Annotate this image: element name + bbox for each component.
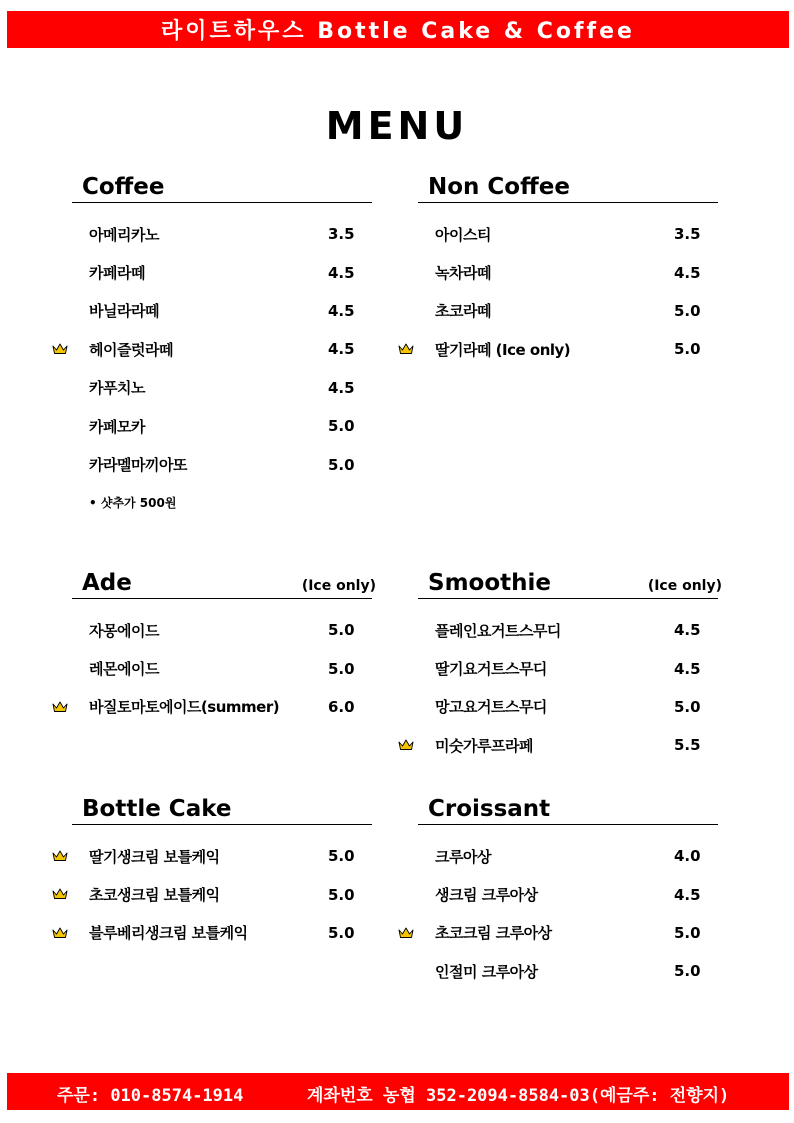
- menu-item: [72, 292, 372, 330]
- menu-item: [72, 330, 372, 368]
- footnote-row: [72, 484, 372, 522]
- item-price: 3.5: [328, 225, 355, 244]
- item-price: 4.5: [328, 263, 355, 282]
- item-name: 바질토마토에이드(summer): [89, 698, 280, 717]
- menu-item: [418, 875, 718, 913]
- item-price: 5.0: [328, 417, 355, 436]
- menu-item: [418, 837, 718, 875]
- item-price: 5.0: [674, 697, 701, 716]
- menu-item: [418, 611, 718, 649]
- menu-item: [72, 875, 372, 913]
- crown-icon: [398, 927, 414, 939]
- menu-item: [418, 649, 718, 687]
- crown-icon: [398, 343, 414, 355]
- bank-account: 계좌번호 농협 352-2094-8584-03(예금주: 전향지): [307, 1086, 730, 1106]
- section-header: [72, 566, 376, 599]
- section-bottle-cake: [72, 792, 372, 952]
- item-price: 4.0: [674, 847, 701, 866]
- item-price: 4.5: [674, 621, 701, 640]
- item-name: 초코라떼: [435, 302, 491, 321]
- item-name: 플레인요거트스무디: [435, 621, 561, 640]
- section-title: Non Coffee: [428, 174, 570, 200]
- section-header: [418, 170, 718, 203]
- crown-icon: [52, 927, 68, 939]
- menu-item: [418, 726, 718, 764]
- item-price: 5.0: [328, 455, 355, 474]
- item-name: 카페라떼: [89, 264, 145, 283]
- section-ade: [72, 566, 376, 726]
- menu-item: [418, 952, 718, 990]
- item-name: 딸기요거트스무디: [435, 660, 547, 679]
- menu-item: [418, 292, 718, 330]
- item-name: 카페모카: [89, 417, 145, 436]
- item-name: 바닐라라떼: [89, 302, 159, 321]
- menu-item: [72, 407, 372, 445]
- item-price: 4.5: [674, 885, 701, 904]
- item-list: [418, 837, 718, 991]
- shot-extra-note: • 샷추가 500원: [89, 496, 177, 511]
- item-price: 5.0: [674, 962, 701, 981]
- item-list: [72, 215, 372, 522]
- item-list: [72, 611, 372, 726]
- section-non-coffee: [418, 170, 718, 369]
- section-header: [418, 792, 718, 825]
- menu-item: [418, 215, 718, 253]
- menu-item: [72, 369, 372, 407]
- item-name: 자몽에이드: [89, 621, 159, 640]
- item-name: 크루아상: [435, 847, 491, 866]
- crown-icon: [52, 343, 68, 355]
- item-name: 카푸치노: [89, 379, 145, 398]
- order-phone: 주문: 010-8574-1914: [57, 1086, 244, 1106]
- menu-item: [72, 445, 372, 483]
- menu-item: [72, 611, 372, 649]
- section-title: Coffee: [82, 174, 165, 200]
- item-price: 5.0: [674, 923, 701, 942]
- item-price: 6.0: [328, 697, 355, 716]
- item-price: 5.0: [328, 923, 355, 942]
- item-name: 초코크림 크루아상: [435, 924, 552, 943]
- bottom-banner: [7, 1073, 789, 1110]
- crown-icon: [398, 739, 414, 751]
- menu-item: [418, 688, 718, 726]
- item-name: 아이스티: [435, 225, 491, 244]
- item-name: 카라멜마끼아또: [89, 456, 187, 475]
- item-price: 5.0: [674, 301, 701, 320]
- banner-title: 라이트하우스 Bottle Cake & Coffee: [161, 19, 635, 44]
- item-name: 초코생크림 보틀케익: [89, 886, 220, 905]
- item-price: 5.0: [674, 340, 701, 359]
- section-smoothie: [418, 566, 722, 765]
- item-name: 미숫가루프라페: [435, 736, 533, 755]
- item-name: 생크림 크루아상: [435, 886, 538, 905]
- item-list: [418, 611, 718, 765]
- item-name: 헤이즐럿라떼: [89, 340, 173, 359]
- section-title: Ade: [82, 570, 132, 596]
- section-note: (Ice only): [301, 578, 376, 594]
- item-price: 4.5: [328, 301, 355, 320]
- section-title: Croissant: [428, 796, 551, 822]
- menu-item: [72, 837, 372, 875]
- menu-item: [72, 253, 372, 291]
- crown-icon: [52, 888, 68, 900]
- section-header: [72, 792, 372, 825]
- item-price: 5.0: [328, 621, 355, 640]
- menu-item: [72, 688, 372, 726]
- item-price: 5.0: [328, 847, 355, 866]
- item-name: 딸기생크림 보틀케익: [89, 847, 220, 866]
- item-price: 5.0: [328, 885, 355, 904]
- menu-item: [418, 914, 718, 952]
- section-coffee: [72, 170, 372, 522]
- crown-icon: [52, 850, 68, 862]
- item-name: 아메리카노: [89, 225, 159, 244]
- section-croissant: [418, 792, 718, 991]
- item-price: 3.5: [674, 225, 701, 244]
- section-header: [418, 566, 722, 599]
- menu-item: [418, 330, 718, 368]
- item-price: 4.5: [674, 659, 701, 678]
- menu-item: [72, 649, 372, 687]
- item-name: 녹차라떼: [435, 264, 491, 283]
- item-price: 5.5: [674, 736, 701, 755]
- item-price: 4.5: [328, 378, 355, 397]
- item-price: 4.5: [328, 340, 355, 359]
- menu-item: [72, 215, 372, 253]
- item-price: 4.5: [674, 263, 701, 282]
- menu-item: [72, 914, 372, 952]
- item-price: 5.0: [328, 659, 355, 678]
- section-note: (Ice only): [647, 578, 722, 594]
- item-list: [418, 215, 718, 369]
- item-name: 블루베리생크림 보틀케익: [89, 924, 248, 943]
- item-name: 레몬에이드: [89, 660, 159, 679]
- menu-title: MENU: [325, 104, 469, 148]
- section-title: Smoothie: [428, 570, 551, 596]
- section-title: Bottle Cake: [82, 796, 232, 822]
- top-banner: [7, 11, 789, 48]
- menu-item: [418, 253, 718, 291]
- section-header: [72, 170, 372, 203]
- item-name: 인절미 크루아상: [435, 962, 538, 981]
- crown-icon: [52, 701, 68, 713]
- item-name: 딸기라떼 (Ice only): [435, 340, 571, 359]
- item-list: [72, 837, 372, 952]
- item-name: 망고요거트스무디: [435, 698, 547, 717]
